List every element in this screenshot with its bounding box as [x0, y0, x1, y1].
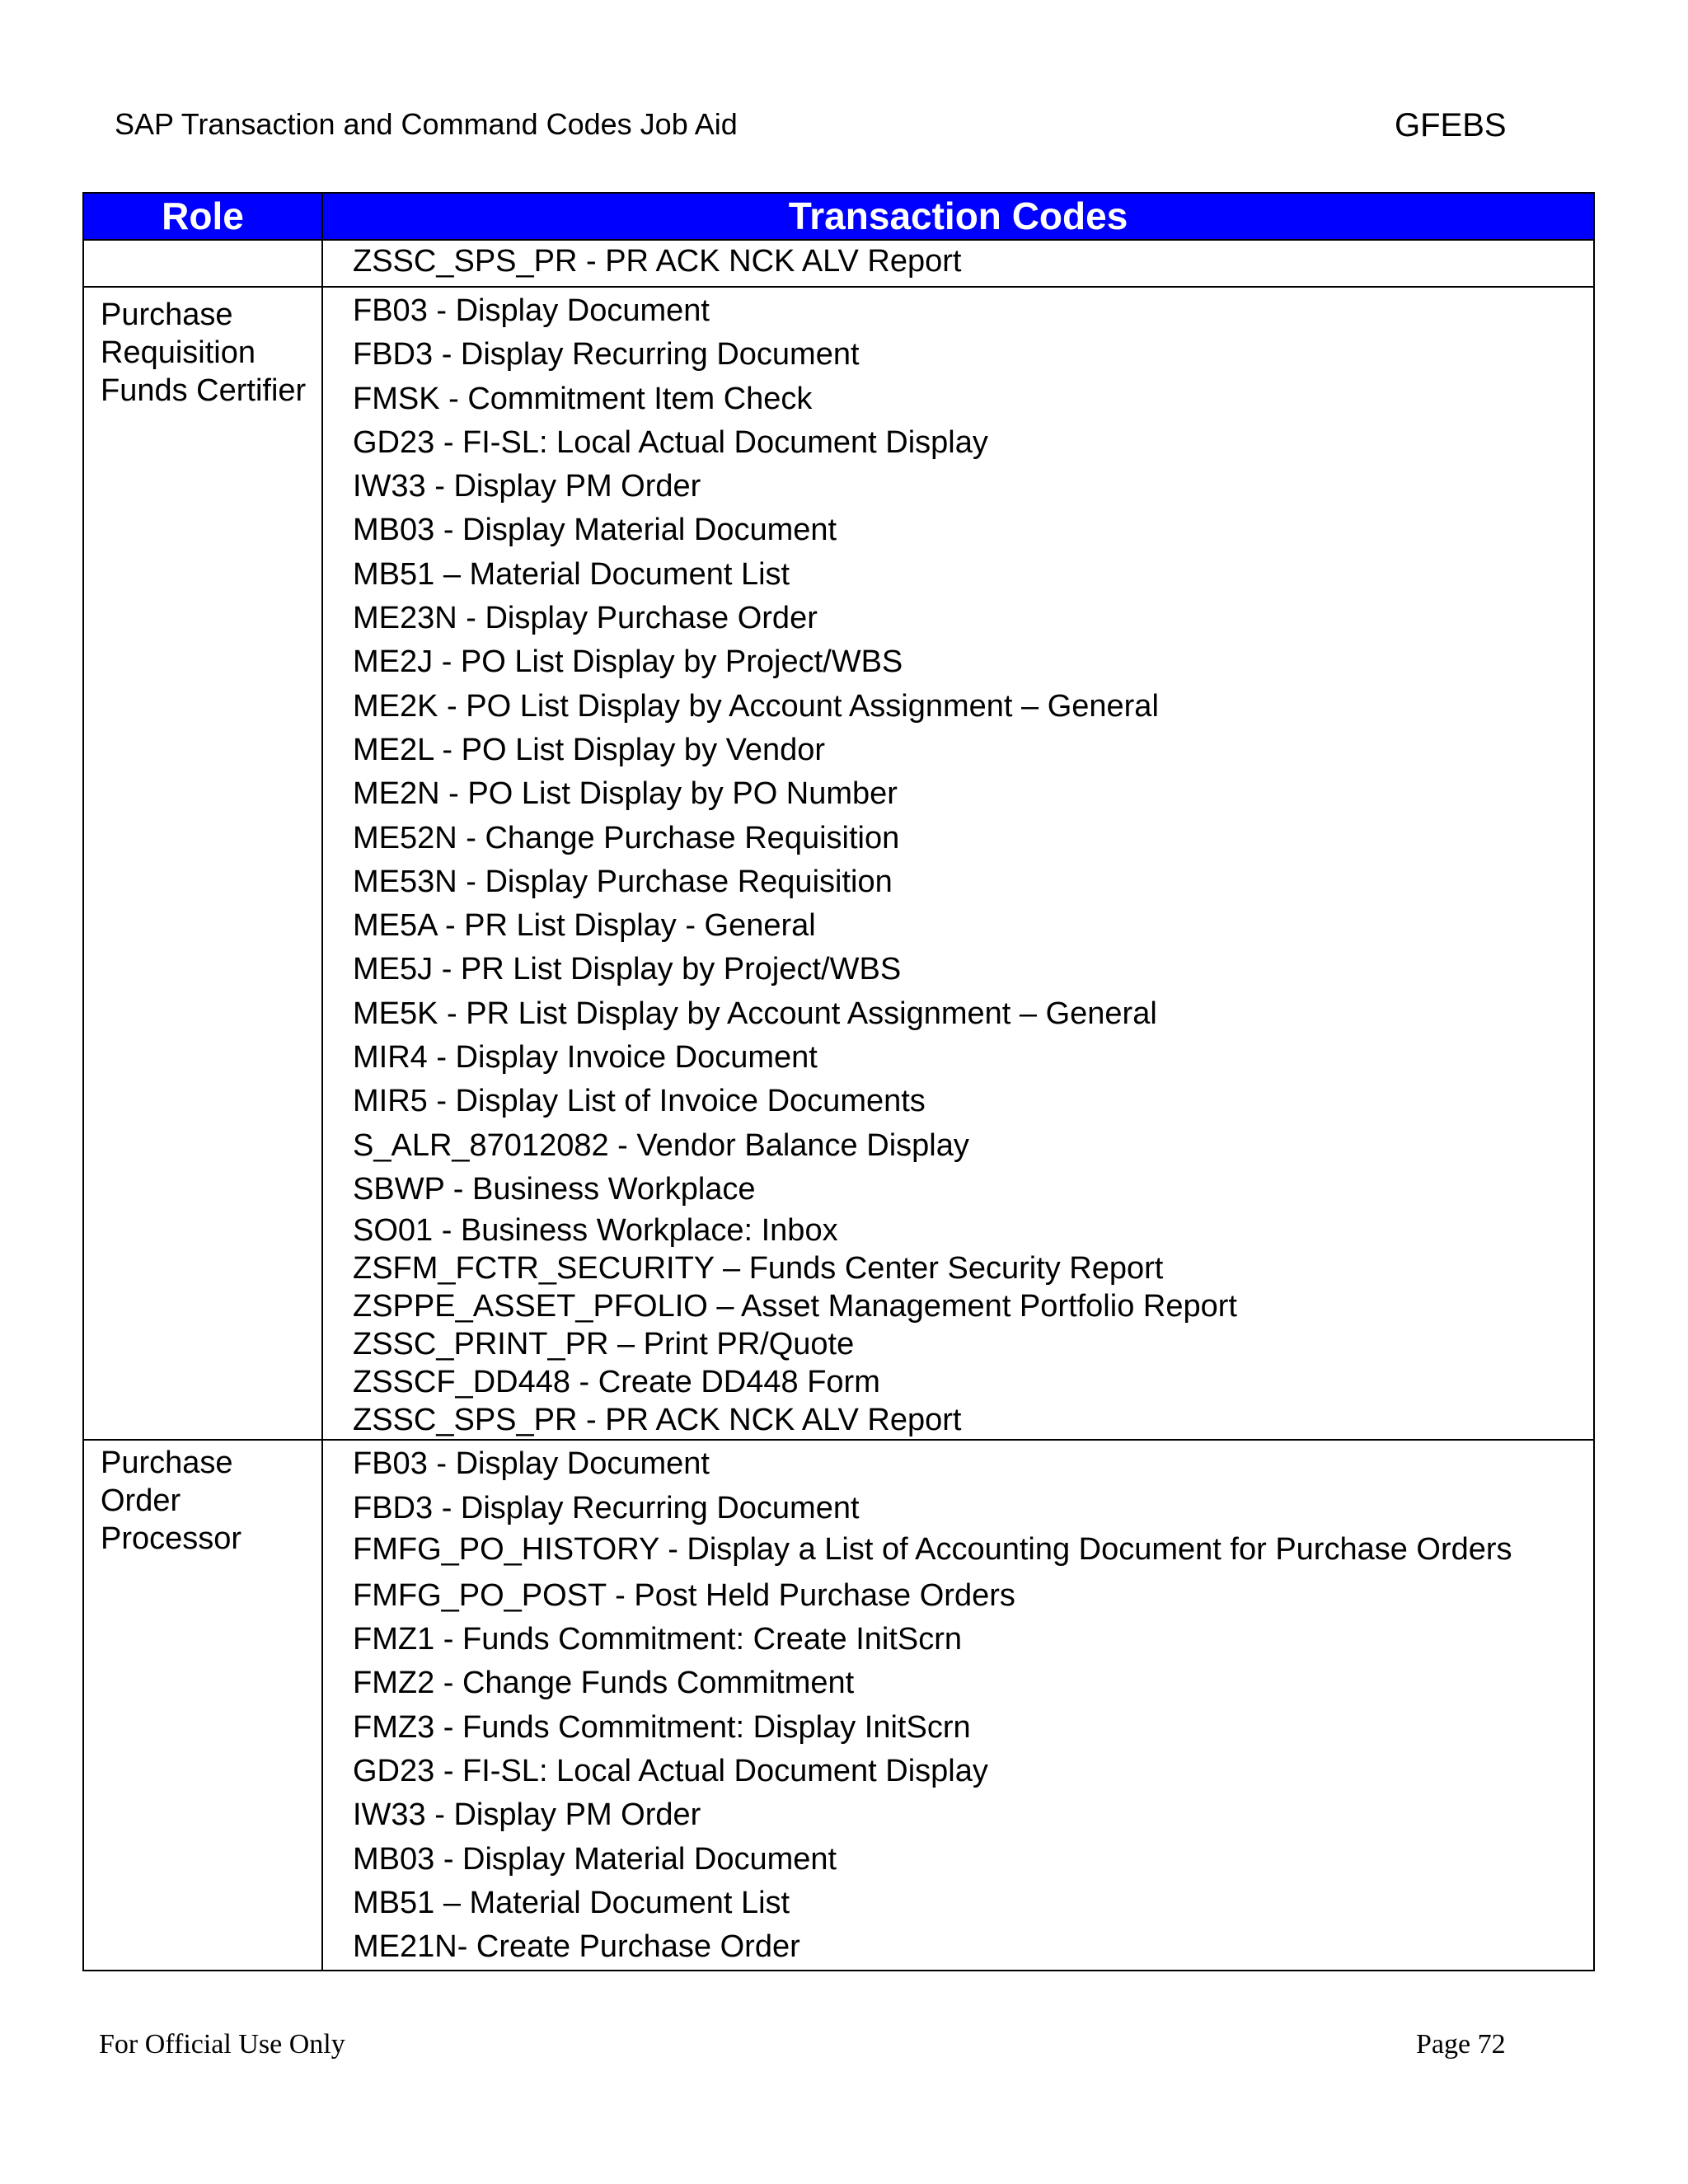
codes-column-header: Transaction Codes: [322, 193, 1594, 240]
transaction-code: ME5J - PR List Display by Project/WBS: [353, 952, 902, 987]
transaction-code: ME53N - Display Purchase Requisition: [353, 864, 893, 899]
transaction-code: ZSFM_FCTR_SECURITY – Funds Center Security Report: [353, 1251, 1164, 1286]
transaction-code: FB03 - Display Document: [353, 293, 710, 328]
transaction-code: GD23 - FI-SL: Local Actual Document Display: [353, 424, 988, 460]
page-number: Page 72: [1416, 2029, 1506, 2060]
transaction-code: ZSPPE_ASSET_PFOLIO – Asset Management Portfolio Report: [353, 1289, 1237, 1324]
codes-cell: [322, 287, 1594, 1440]
transaction-code: ME2K - PO List Display by Account Assignment – General: [353, 688, 1159, 724]
codes-cell: [322, 240, 1594, 287]
transaction-code: MB03 - Display Material Document: [353, 1841, 837, 1877]
transaction-code: SBWP - Business Workplace: [353, 1171, 756, 1207]
transaction-code: ZSSCF_DD448 - Create DD448 Form: [353, 1365, 880, 1400]
role-cell: Purchase Order Processor: [83, 1440, 322, 1970]
header-org: GFEBS: [1395, 107, 1507, 143]
transaction-code: FMZ1 - Funds Commitment: Create InitScrn: [353, 1622, 963, 1657]
footer-classification: For Official Use Only: [99, 2029, 345, 2060]
transaction-code: ME5K - PR List Display by Account Assignment – General: [353, 996, 1157, 1031]
transaction-code: MB51 – Material Document List: [353, 556, 790, 592]
role-column-header: Role: [83, 193, 322, 240]
transaction-code: ZSSC_PRINT_PR – Print PR/Quote: [353, 1327, 855, 1362]
transaction-code: FMZ3 - Funds Commitment: Display InitScrn: [353, 1709, 971, 1745]
transaction-code: MIR4 - Display Invoice Document: [353, 1040, 818, 1076]
transaction-code: IW33 - Display PM Order: [353, 469, 701, 504]
transaction-code: ME52N - Change Purchase Requisition: [353, 820, 900, 855]
transaction-code: ME2J - PO List Display by Project/WBS: [353, 644, 903, 680]
transaction-code: FMFG_PO_HISTORY - Display a List of Accounting Document for Purchase Orders: [353, 1531, 1512, 1567]
transaction-code: FB03 - Display Document: [353, 1446, 710, 1482]
codes-cell: [322, 1440, 1594, 1970]
table-row: [83, 287, 1594, 1440]
transaction-code: ME5A - PR List Display - General: [353, 908, 816, 944]
transaction-code: ME21N- Create Purchase Order: [353, 1929, 800, 1965]
transaction-code: FMZ2 - Change Funds Commitment: [353, 1666, 855, 1701]
transaction-code: ME2L - PO List Display by Vendor: [353, 732, 826, 767]
transaction-codes-table: [82, 192, 1595, 1971]
transaction-code: ME2N - PO List Display by PO Number: [353, 776, 898, 812]
header-title: SAP Transaction and Command Codes Job Aid: [115, 107, 738, 141]
transaction-code: FBD3 - Display Recurring Document: [353, 1490, 860, 1526]
table-row: [83, 240, 1594, 287]
transaction-code: ME23N - Display Purchase Order: [353, 601, 818, 636]
role-cell: [83, 240, 322, 287]
table-header-row: [83, 193, 1594, 240]
transaction-code: ZSSC_SPS_PR - PR ACK NCK ALV Report: [353, 244, 962, 279]
transaction-code: FMFG_PO_POST - Post Held Purchase Orders: [353, 1577, 1015, 1613]
transaction-code: GD23 - FI-SL: Local Actual Document Display: [353, 1754, 988, 1789]
transaction-code: FBD3 - Display Recurring Document: [353, 337, 860, 373]
table-row: [83, 1440, 1594, 1970]
transaction-code: MIR5 - Display List of Invoice Documents: [353, 1084, 926, 1119]
role-cell: Purchase Requisition Funds Certifier: [83, 287, 322, 1440]
transaction-code: SO01 - Business Workplace: Inbox: [353, 1213, 838, 1249]
transaction-code: ZSSC_SPS_PR - PR ACK NCK ALV Report: [353, 1403, 962, 1438]
transaction-code: IW33 - Display PM Order: [353, 1797, 701, 1833]
transaction-code: MB03 - Display Material Document: [353, 513, 837, 548]
transaction-code: S_ALR_87012082 - Vendor Balance Display: [353, 1127, 969, 1163]
transaction-code: FMSK - Commitment Item Check: [353, 381, 813, 416]
transaction-code: MB51 – Material Document List: [353, 1885, 790, 1920]
